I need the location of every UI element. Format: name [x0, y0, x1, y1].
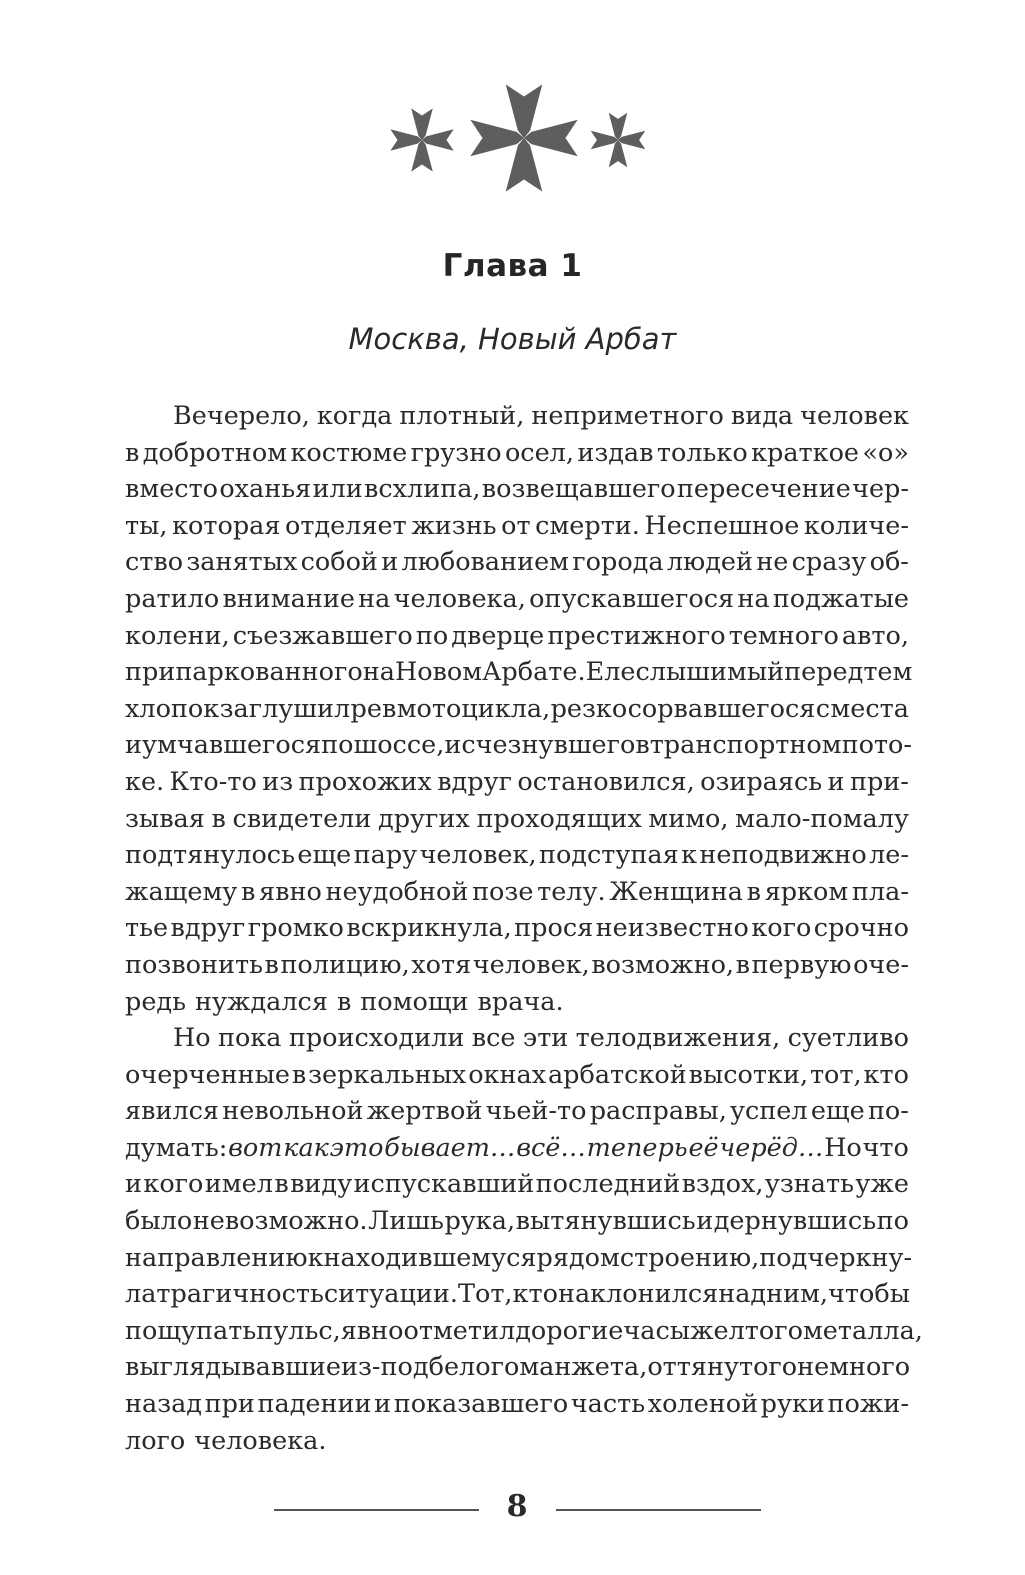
word: людей	[666, 547, 754, 578]
text-line	[125, 874, 909, 911]
word: и	[827, 766, 845, 797]
word: и	[125, 730, 142, 761]
text-line	[125, 581, 909, 618]
word: всхлипа,	[363, 474, 481, 505]
word: Арбате.	[482, 657, 586, 688]
word: рука,	[444, 1206, 516, 1237]
word: бывает…	[384, 1132, 516, 1163]
word: «о»	[862, 437, 909, 468]
word: виду	[290, 1169, 353, 1200]
word: колени,	[125, 620, 230, 651]
word: пожи-	[827, 1389, 909, 1420]
word: плотный,	[399, 401, 525, 431]
text-line	[125, 1386, 909, 1423]
word: холеной	[647, 1389, 759, 1420]
word: занятых	[186, 547, 298, 578]
word: при	[204, 1389, 255, 1420]
word: на	[358, 583, 391, 614]
word: её	[688, 1132, 719, 1163]
word: это	[329, 1132, 384, 1163]
word: свидетели	[232, 803, 372, 834]
word: ратило	[125, 583, 220, 614]
text-line	[125, 727, 913, 764]
word: темного	[728, 620, 839, 651]
word: зывая	[125, 803, 205, 834]
word: последний	[535, 1169, 681, 1200]
page-number: 8	[506, 1489, 528, 1524]
word: остановился,	[517, 766, 695, 797]
text-line	[125, 544, 909, 581]
word: краткое	[751, 437, 860, 468]
word: ле-	[869, 840, 909, 871]
word: окнах	[468, 1059, 547, 1090]
word: и	[696, 1206, 714, 1237]
word: жащему	[125, 876, 238, 907]
word: руки	[760, 1389, 825, 1420]
word: еще	[810, 1096, 865, 1127]
word: кого	[143, 1169, 204, 1200]
word: ство	[125, 547, 184, 578]
word: врача.	[477, 986, 564, 1017]
word: Но	[824, 1132, 862, 1163]
word: оханья	[219, 474, 312, 505]
word: неизвестно	[595, 913, 749, 944]
word: невольной	[222, 1096, 364, 1127]
word: ке.	[125, 766, 165, 797]
word: и	[125, 1169, 142, 1200]
text-line	[125, 1093, 909, 1130]
word: зеркальных	[308, 1059, 467, 1090]
word: сразу	[791, 547, 867, 578]
word: тье	[125, 913, 169, 944]
word: манжета,	[519, 1352, 648, 1383]
word: черёд…	[719, 1132, 824, 1163]
word: человека.	[194, 1425, 327, 1456]
word: добротном	[142, 437, 288, 468]
word: вытянувшись	[515, 1206, 696, 1237]
word: кого	[751, 913, 812, 944]
word: мотоцикла,	[396, 693, 551, 724]
word: смерти.	[535, 510, 640, 541]
word: которая	[172, 510, 281, 541]
word: срочно	[813, 913, 909, 944]
word: находившемуся	[323, 1242, 537, 1273]
word: рядом	[536, 1242, 620, 1273]
word: часы	[623, 1315, 691, 1346]
word: Кто-то	[169, 766, 257, 797]
small-cross-right-icon	[591, 113, 646, 168]
word: в	[635, 730, 650, 761]
word: Женщина	[609, 876, 743, 907]
word: лого	[125, 1425, 186, 1456]
text-line	[125, 398, 909, 435]
word: ним,	[766, 1279, 829, 1310]
word: Новом	[394, 657, 483, 688]
word: в	[264, 949, 279, 980]
word: хлопок	[125, 693, 220, 724]
word: металла,	[802, 1315, 923, 1346]
word: из-под	[341, 1352, 429, 1383]
word: или	[312, 474, 363, 505]
word: Тот,	[457, 1279, 513, 1310]
word: телу.	[537, 876, 606, 907]
word: пересечение	[676, 474, 851, 505]
word: нуждался	[195, 986, 328, 1017]
word: тем	[863, 657, 913, 688]
word: припаркованного	[125, 657, 363, 688]
word: по-	[867, 1096, 909, 1127]
word: явно	[340, 1315, 404, 1346]
word: не	[756, 547, 789, 578]
word: позе	[472, 876, 534, 907]
word: слышимый	[635, 657, 785, 688]
word: желтого	[690, 1315, 803, 1346]
word: при-	[849, 766, 909, 797]
word: издав	[577, 437, 654, 468]
word: направлению	[125, 1242, 308, 1273]
text-line	[125, 837, 909, 874]
word: внимание	[222, 583, 355, 614]
word: в	[241, 876, 256, 907]
text-line	[125, 910, 909, 947]
word: явно	[259, 876, 322, 907]
word: на	[737, 583, 770, 614]
word: озираясь	[700, 766, 823, 797]
word: в	[291, 1059, 307, 1090]
word: рев	[350, 693, 397, 724]
word: из	[262, 766, 294, 797]
word: неподвижно	[699, 840, 867, 871]
word: немного	[797, 1352, 911, 1383]
word: чьей-то	[485, 1096, 587, 1127]
word: в	[746, 876, 761, 907]
word: пощупать	[125, 1315, 257, 1346]
word: белого	[428, 1352, 520, 1383]
word: пару	[353, 840, 418, 871]
word: отделяет	[285, 510, 407, 541]
word: чтобы	[828, 1279, 911, 1310]
word: Неспешное	[644, 510, 800, 541]
text-line	[125, 1166, 909, 1203]
word: вздох,	[681, 1169, 764, 1200]
word: по	[321, 730, 354, 761]
word: неудобной	[325, 876, 469, 907]
word: всё…	[516, 1132, 586, 1163]
word: с	[815, 693, 831, 724]
word: часть	[570, 1389, 646, 1420]
word: ситуации.	[323, 1279, 458, 1310]
chapter-title: Глава 1	[442, 248, 583, 284]
body-text	[125, 398, 923, 1459]
word: осел,	[504, 437, 574, 468]
word: телодвижения,	[575, 1023, 781, 1054]
word: собой	[300, 547, 378, 578]
word: в	[125, 437, 140, 468]
text-line	[125, 471, 909, 508]
word: отметил	[403, 1315, 516, 1346]
text-line	[125, 947, 909, 984]
word: умчавшегося	[142, 730, 322, 761]
text-line	[125, 801, 909, 838]
word: человека,	[393, 583, 526, 614]
word: суетливо	[787, 1023, 909, 1054]
word: пото-	[841, 730, 913, 761]
word: мимо,	[648, 803, 729, 834]
word: в	[735, 949, 750, 980]
word: поджатые	[772, 583, 909, 614]
word: опускавшегося	[529, 583, 735, 614]
word: на	[362, 657, 395, 688]
word: успел	[730, 1096, 808, 1127]
text-line	[125, 1130, 909, 1167]
word: перед	[784, 657, 864, 688]
word: выглядывавшие	[125, 1352, 342, 1383]
word: высотки,	[688, 1059, 809, 1090]
word: вдруг	[437, 766, 512, 797]
word: дернувшись	[713, 1206, 877, 1237]
word: и	[374, 1389, 392, 1420]
word: от	[501, 510, 531, 541]
word: очерченные	[125, 1059, 290, 1090]
word: вдруг	[170, 913, 246, 944]
word: дорогие	[515, 1315, 624, 1346]
text-line	[125, 435, 909, 472]
word: как	[283, 1132, 329, 1163]
word: арбатской	[547, 1059, 687, 1090]
text-line	[125, 764, 909, 801]
word: оче-	[853, 949, 909, 980]
word: исчезнувшего	[444, 730, 636, 761]
word: Вечерело,	[173, 401, 310, 431]
word: Но	[173, 1023, 211, 1054]
word: испускавший	[353, 1169, 535, 1200]
word: подступая	[538, 840, 679, 871]
word: ты,	[125, 510, 168, 541]
word: человек	[800, 401, 909, 431]
word: вида	[730, 401, 794, 431]
word: об-	[869, 547, 909, 578]
word: пла-	[851, 876, 909, 907]
word: показавшего	[393, 1389, 569, 1420]
word: жизнь	[411, 510, 497, 541]
chapter-subtitle: Москва, Новый Арбат	[348, 322, 677, 356]
text-line	[125, 654, 913, 691]
word: падении	[257, 1389, 372, 1420]
word: имел	[204, 1169, 273, 1200]
word: оттянутого	[647, 1352, 798, 1383]
word: первую	[751, 949, 852, 980]
word: вместо	[125, 474, 219, 505]
text-line	[125, 618, 909, 655]
word: города	[572, 547, 664, 578]
word: Еле	[585, 657, 636, 688]
word: жертвой	[366, 1096, 483, 1127]
word: уже	[855, 1169, 909, 1200]
word: громко	[247, 913, 344, 944]
word: наклонился	[557, 1279, 719, 1310]
text-line	[125, 1349, 909, 1386]
maltese-cross-ornament-icon	[0, 78, 1025, 198]
word: места	[830, 693, 909, 724]
word: в	[274, 1169, 289, 1200]
word: съезжавшего	[232, 620, 413, 651]
word: когда	[316, 401, 393, 431]
word: думать:	[125, 1132, 228, 1163]
word: количе-	[803, 510, 909, 541]
word: Лишь	[368, 1206, 444, 1237]
word: над	[718, 1279, 767, 1310]
word: человек,	[419, 840, 537, 871]
text-line	[125, 1313, 923, 1350]
word: узнать	[764, 1169, 854, 1200]
word: вскрикнула,	[346, 913, 512, 944]
word: к	[681, 840, 698, 871]
word: тот,	[809, 1059, 862, 1090]
text-line	[125, 1240, 913, 1277]
word: резко	[550, 693, 628, 724]
word: чер-	[852, 474, 909, 505]
word: прохожих	[298, 766, 432, 797]
text-line	[125, 984, 909, 1021]
word: любованием	[401, 547, 570, 578]
word: ярком	[764, 876, 849, 907]
text-line	[125, 691, 909, 728]
word: к	[307, 1242, 324, 1273]
word: подчеркну-	[759, 1242, 913, 1273]
word: все	[471, 1023, 516, 1054]
word: назад	[125, 1389, 203, 1420]
word: происходили	[288, 1023, 465, 1054]
word: было	[125, 1206, 193, 1237]
word: трагичность	[156, 1279, 324, 1310]
footer-rule-right	[556, 1509, 761, 1511]
word: транспортном	[649, 730, 842, 761]
text-line	[125, 1276, 909, 1313]
large-cross-center-icon	[470, 84, 577, 191]
small-cross-left-icon	[390, 108, 453, 171]
word: человек,	[472, 949, 590, 980]
word: сорвавшегося	[627, 693, 816, 724]
word: невозможно.	[192, 1206, 368, 1237]
word: грузно	[410, 437, 502, 468]
word: кто	[512, 1279, 558, 1310]
word: эти	[522, 1023, 569, 1054]
word: что	[862, 1132, 909, 1163]
text-line	[125, 1057, 909, 1094]
word: явился	[125, 1096, 220, 1127]
word: расправы,	[589, 1096, 727, 1127]
word: проходящих	[476, 803, 642, 834]
word: в	[211, 803, 226, 834]
word: только	[656, 437, 748, 468]
word: теперь	[586, 1132, 688, 1163]
word: пока	[217, 1023, 282, 1054]
word: помощи	[360, 986, 469, 1017]
word: костюме	[290, 437, 408, 468]
text-line	[125, 1020, 909, 1057]
word: неприметного	[531, 401, 724, 431]
word: прося	[514, 913, 594, 944]
word: возвещавшего	[481, 474, 676, 505]
word: пульс,	[256, 1315, 341, 1346]
word: хотя	[411, 949, 472, 980]
word: по	[876, 1206, 909, 1237]
word: кто	[863, 1059, 909, 1090]
word: и	[381, 547, 399, 578]
word: возможно,	[591, 949, 735, 980]
word: заглушил	[219, 693, 351, 724]
word: вот	[228, 1132, 283, 1163]
word: престижного	[547, 620, 726, 651]
word: позвонить	[125, 949, 263, 980]
word: мало-помалу	[735, 803, 909, 834]
word: еще	[297, 840, 352, 871]
word: ла	[125, 1279, 157, 1310]
text-line	[125, 508, 909, 545]
word: дверце	[451, 620, 545, 651]
word: строению,	[619, 1242, 760, 1273]
word: по	[415, 620, 449, 651]
word: подтянулось	[125, 840, 295, 871]
word: полицию,	[280, 949, 410, 980]
word: редь	[125, 986, 186, 1017]
word: шоссе,	[353, 730, 445, 761]
text-line	[125, 1423, 909, 1460]
word: в	[336, 986, 352, 1017]
word: других	[378, 803, 470, 834]
footer-rule-left	[274, 1509, 479, 1511]
word: авто,	[841, 620, 909, 651]
text-line	[125, 1203, 909, 1240]
